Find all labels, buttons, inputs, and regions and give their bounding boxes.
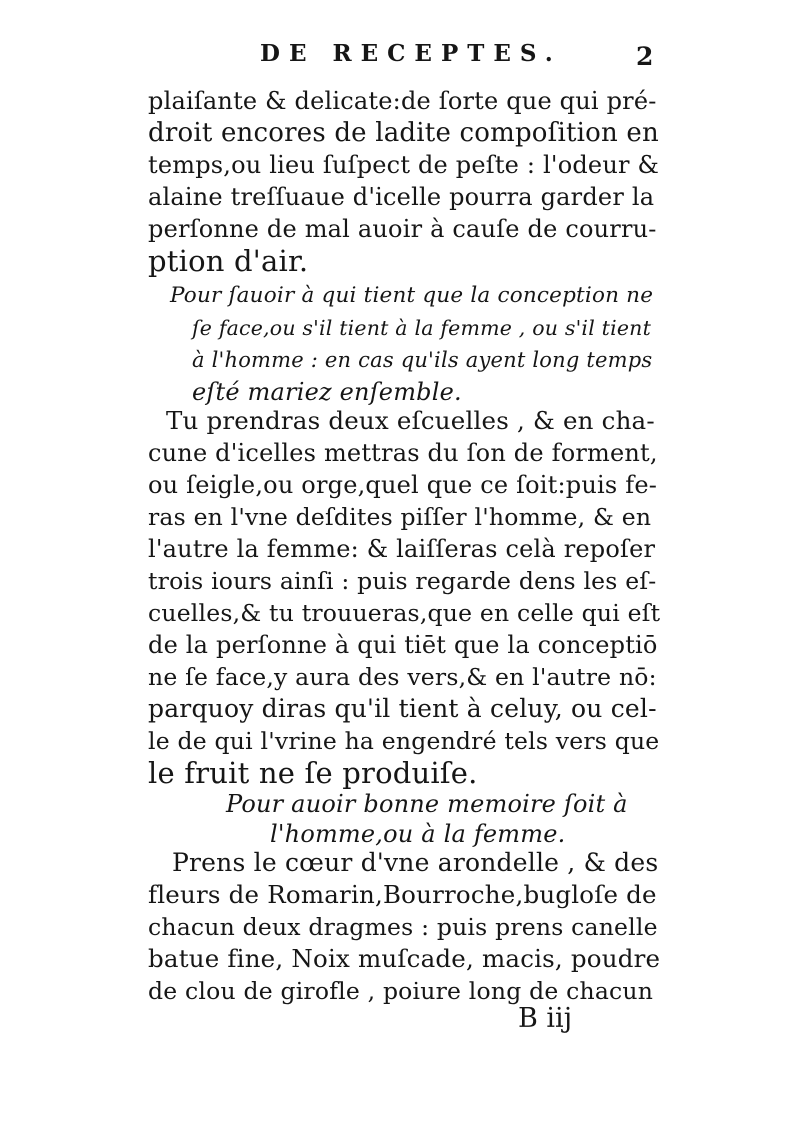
text-line: chacun deux dragmes : puis prens canelle: [148, 913, 658, 941]
text-line: perſonne de mal auoir à cauſe de courru-: [148, 215, 657, 243]
text-line: le fruit ne ſe produiſe.: [148, 756, 478, 790]
text-line: ras en l'vne deſdites piſſer l'homme, & en: [148, 503, 652, 531]
text-line: droit encores de ladite compoſition en: [148, 118, 659, 148]
text-line: fleurs de Romarin,Bourroche,bugloſe de: [148, 880, 657, 909]
text-line: temps,ou lieu ſuſpect de peſte : l'odeur &: [148, 151, 660, 179]
text-line: cuelles,& tu trouueras,que en celle qui eſt: [148, 599, 661, 627]
text-line: parquoy diras qu'il tient à celuy, ou cel-: [148, 694, 657, 723]
text-line: ne ſe face,y aura des vers,& en l'autre nō:: [148, 663, 657, 691]
text-line: le de qui l'vrine ha engendré tels vers que: [148, 727, 660, 755]
text-line: Prens le cœur d'vne arondelle , & des: [172, 848, 659, 877]
text-line: l'autre la femme: & laiſſeras celà repoſer: [148, 535, 656, 563]
text-line: cune d'icelles mettras du ſon de forment,: [148, 439, 658, 467]
recipe-heading-line: ſe face,ou s'il tient à la femme , ou s'il tient: [192, 316, 652, 340]
text-line: plaiſante & delicate:de ſorte que qui pré-: [148, 87, 657, 115]
text-line: Tu prendras deux eſcuelles , & en cha-: [166, 406, 655, 435]
text-line: de clou de girofle , poiure long de chacun: [148, 977, 654, 1005]
text-line: ou ſeigle,ou orge,quel que ce ſoit:puis fe-: [148, 471, 658, 499]
text-line: ption d'air.: [148, 244, 309, 278]
text-line: trois iours ainſi : puis regarde dens les eſ-: [148, 567, 657, 595]
page-number: 2: [636, 42, 654, 71]
recipe-heading-line: l'homme,ou à la femme.: [270, 820, 566, 848]
recipe-heading-line: eſté mariez enſemble.: [192, 378, 462, 406]
recipe-heading-line: Pour auoir bonne memoire ſoit à: [226, 790, 628, 818]
text-line: de la perſonne à qui tiēt que la conceptiō: [148, 631, 658, 659]
signature-mark: B iij: [518, 1003, 573, 1034]
recipe-heading-line: Pour ſauoir à qui tient que la conception ne: [170, 283, 654, 308]
recipe-heading-line: à l'homme : en cas qu'ils ayent long temps: [192, 348, 653, 372]
text-line: batue fine, Noix muſcade, macis, poudre: [148, 944, 661, 973]
text-line: alaine treſſuaue d'icelle pourra garder la: [148, 183, 655, 211]
running-title: DE RECEPTES.: [260, 40, 562, 67]
